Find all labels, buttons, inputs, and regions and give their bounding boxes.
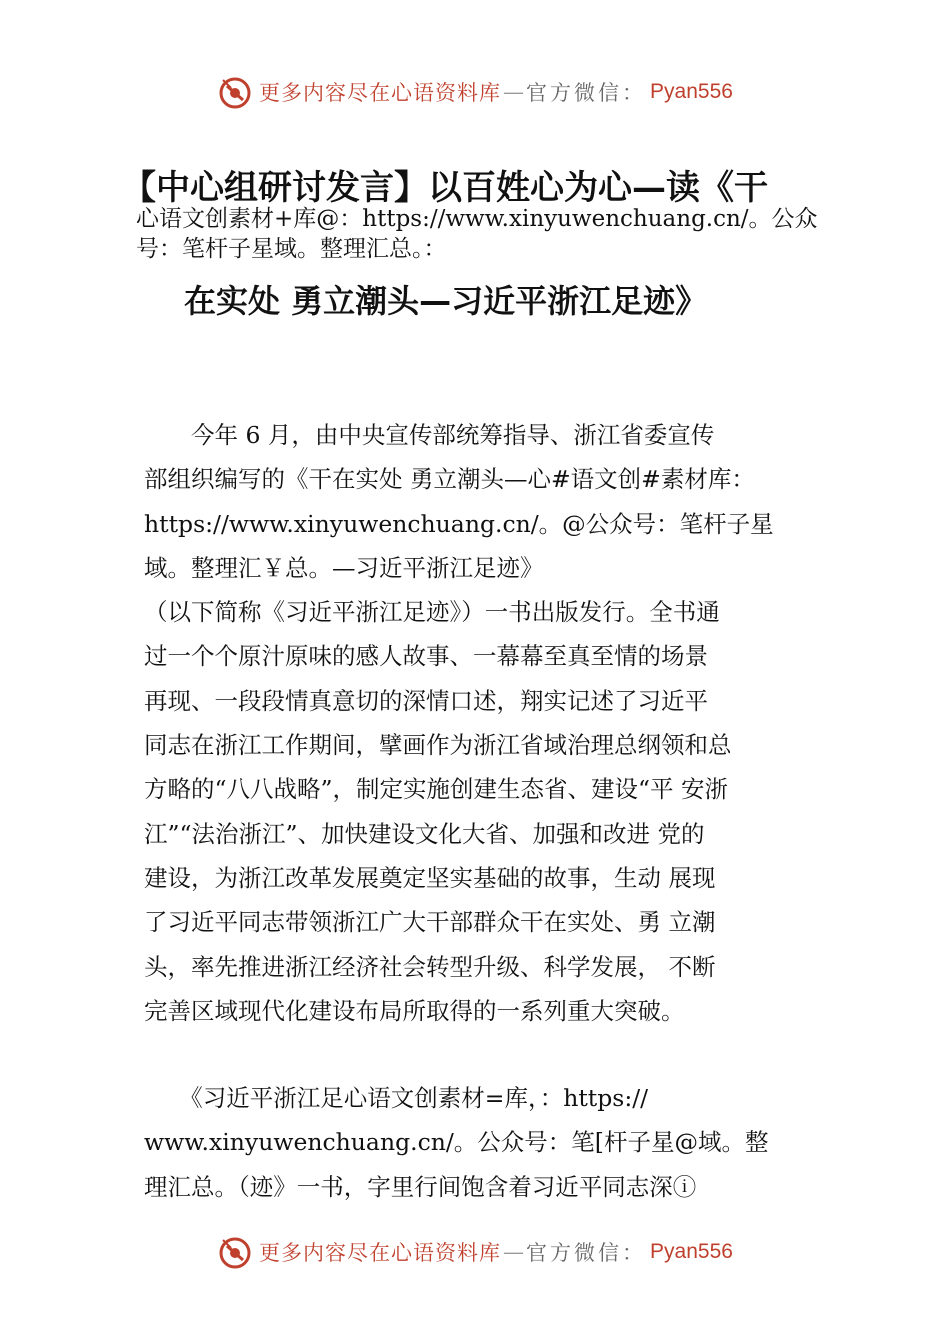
banner-wechat-label: 官方微信： [526, 81, 647, 105]
text-line: 了习近平同志带领浙江广大干部群众干在实处、勇 立潮 [144, 908, 716, 937]
banner-slogan: 更多内容尽在心语资料库 [259, 1241, 502, 1265]
text-line: 再现、一段段情真意切的深情口述，翔实记述了习近平 [144, 686, 708, 715]
paragraph-1 [144, 413, 834, 1033]
text-line: 头，率先推进浙江经济社会转型升级、科学发展， 不断 [144, 952, 716, 981]
text-line: 《习近平浙江足心语文创素材=库，：https:// [144, 1084, 649, 1112]
banner-wechat-id: Pyan556 [650, 80, 733, 103]
pen-logo-icon [217, 1234, 253, 1270]
banner-slogan: 更多内容尽在心语资料库 [259, 81, 502, 105]
text-line: 今年 6 月，由中央宣传部统筹指导、浙江省委宣传 [144, 421, 715, 449]
banner-wechat-label: 官方微信： [526, 1241, 647, 1265]
text-line: 建设，为浙江改革发展奠定坚实基础的故事，生动 展现 [144, 863, 716, 892]
text-line: 理汇总。（迹》一书，字里行间饱含着习近平同志深ⓘ [144, 1172, 697, 1201]
text-line: https://www.xinyuwenchuang.cn/。@公众号：笔杆子星 [144, 509, 774, 538]
text-line: （以下简称《习近平浙江足迹》）一书出版发行。全书通 [144, 598, 720, 627]
pen-logo-icon [217, 74, 253, 110]
text-line: www.xinyuwenchuang.cn/。公众号：笔[杆子星@域。整 [144, 1128, 769, 1157]
watermark-interjection: 心语文创素材+库@：https://www.xinyuwenchuang.cn/。公众号：笔杆子星域。整理汇总。： [136, 206, 818, 262]
banner-wechat-id: Pyan556 [650, 1240, 733, 1263]
document-title-line2: 在实处 勇立潮头—习近平浙江足迹》 [184, 282, 708, 320]
header-banner [0, 72, 950, 112]
document-title-line1: 【中心组研讨发言】以百姓心为心—读《干 [122, 168, 768, 208]
text-line: 部组织编写的《干在实处 勇立潮头—心#语文创#素材库： [144, 465, 755, 494]
text-line: 同志在浙江工作期间，擘画作为浙江省域治理总纲领和总 [144, 731, 732, 760]
text-line: 方略的“八八战略”，制定实施创建生态省、建设“平 安浙 [144, 775, 729, 804]
banner-dash: — [503, 1240, 525, 1264]
text-line: 过一个个原汁原味的感人故事、一幕幕至真至情的场景 [144, 642, 708, 671]
text-line: 完善区域现代化建设布局所取得的一系列重大突破。 [144, 996, 685, 1025]
banner-dash: — [503, 80, 525, 104]
text-line: 域。整理汇￥总。—习近平浙江足迹》 [144, 553, 544, 582]
paragraph-2 [144, 1076, 834, 1209]
text-line: 江”“法治浙江”、加快建设文化大省、加强和改进 党的 [144, 819, 705, 848]
footer-banner [0, 1232, 950, 1272]
